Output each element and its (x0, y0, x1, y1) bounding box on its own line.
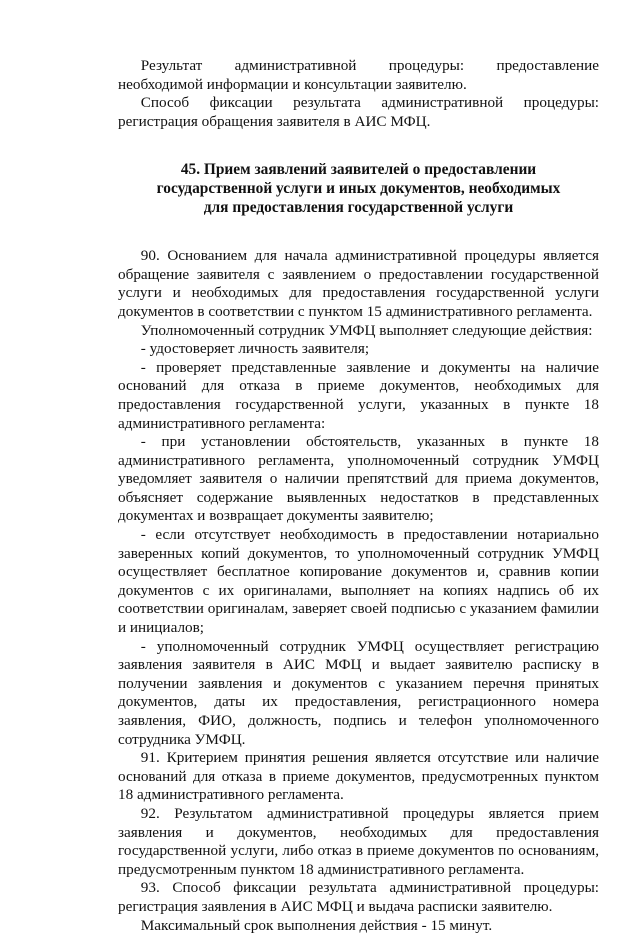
list-item: - если отсутствует необходимость в предоставлении нотариально заверенных копий документов, то уполномоченный сотрудник УМФЦ осуществляет бесплатное копирование документов и, сравнив копии документов с их оригиналами, выполняет на копиях надпись об их соответствии оригиналам, заверяет своей подписью с указанием фамилии и инициалов; (118, 526, 599, 637)
intro-fixation-paragraph: Способ фиксации результата административной процедуры: регистрация обращения заявителя в АИС МФЦ. (118, 94, 599, 130)
paragraph-93: 93. Способ фиксации результата административной процедуры: регистрация заявления в АИС МФЦ и выдача расписки заявителю. (118, 879, 599, 915)
paragraph-92: 92. Результатом административной процедуры является прием заявления и документов, необходимых для предоставления государственной услуги, либо отказ в приеме документов по основаниям, предусмотренным пунктом 18 административного регламента. (118, 804, 599, 878)
section-heading-line: государственной услуги и иных документов, необходимых (156, 179, 561, 197)
paragraph-max-time: Максимальный срок выполнения действия - 15 минут. (140, 916, 493, 934)
paragraph-91: 91. Критерием принятия решения является отсутствие или наличие оснований для отказа в приеме документов, предусмотренных пунктом 18 административного регламента. (118, 749, 599, 804)
list-item: - удостоверяет личность заявителя; (140, 340, 370, 358)
list-item: - уполномоченный сотрудник УМФЦ осуществляет регистрацию заявления заявителя в АИС МФЦ и выдает заявителю расписку в получении заявления и документов с указанием перечня принятых документов, даты их предоставления, регистрационного номера заявления, ФИО, должность, подпись и телефон уполномоченного сотрудника УМФЦ. (118, 637, 599, 748)
list-item: - при установлении обстоятельств, указанных в пункте 18 административного регламента, уполномоченный сотрудник УМФЦ уведомляет заявителя о наличии препятствий для приема документов, объясняет содержание выявленных недостатков в представленных документах и возвращает документы заявителю; (118, 433, 599, 525)
paragraph-actions-intro: Уполномоченный сотрудник УМФЦ выполняет следующие действия: (140, 321, 593, 339)
list-item: - проверяет представленные заявление и документы на наличие оснований для отказа в приеме документов, необходимых для предоставления государственной услуги, указанных в пункте 18 административного регламента: (118, 358, 599, 432)
section-heading (118, 161, 599, 217)
section-heading-line: 45. Прием заявлений заявителей о предоставлении (180, 161, 537, 179)
intro-result-paragraph: Результат административной процедуры: предоставление необходимой информации и консультации заявителю. (118, 57, 599, 93)
paragraph-90: 90. Основанием для начала административной процедуры является обращение заявителя с заявлением о предоставлении государственной услуги и необходимых для предоставления государственной услуги документов в соответствии с пунктом 15 административного регламента. (118, 247, 599, 320)
section-heading-line: для предоставления государственной услуги (203, 198, 514, 216)
